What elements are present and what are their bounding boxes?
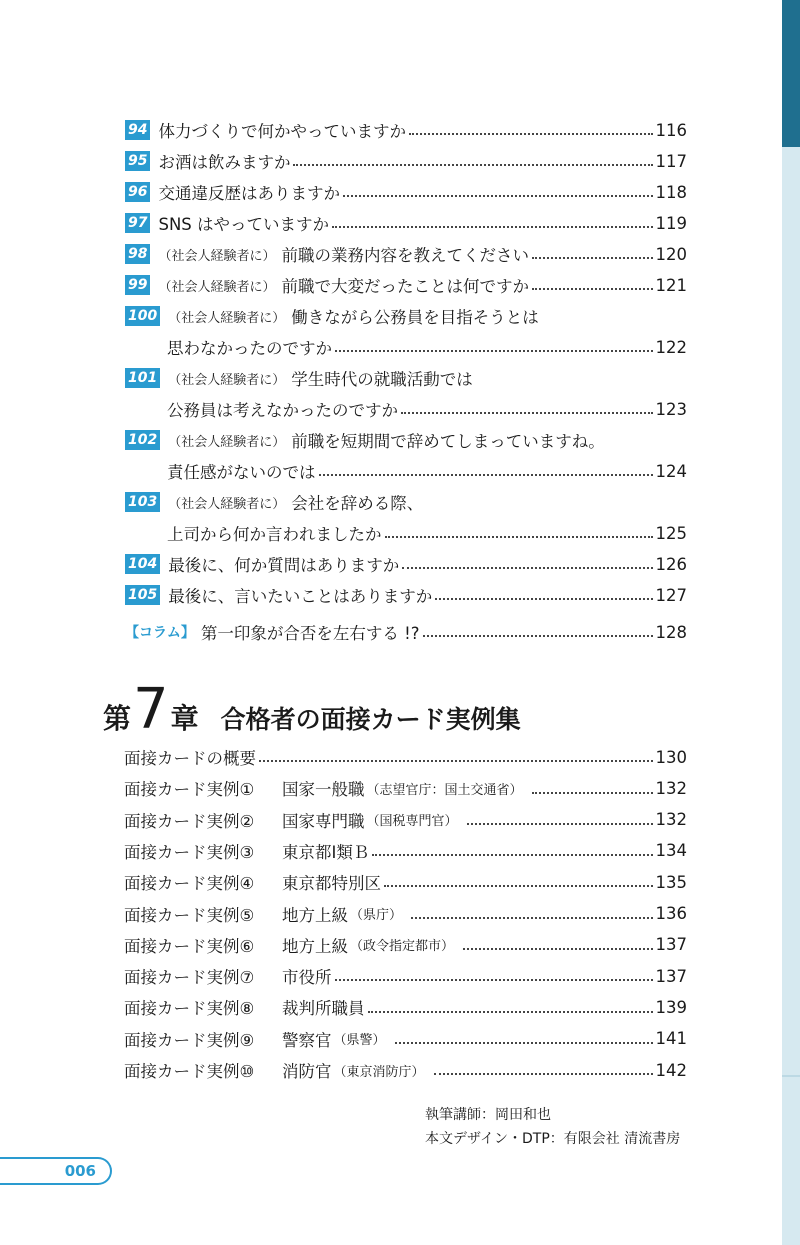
example-subtitle: （県警）: [333, 1033, 386, 1049]
example-label: 面接カード実例③: [124, 842, 255, 862]
question-title: 働きながら公務員を目指そうとは: [291, 308, 539, 327]
toc-entry[interactable]: [125, 208, 687, 238]
example-label: 面接カード実例⑦: [124, 968, 255, 988]
page-ref: 116: [655, 120, 687, 140]
column-tag: 【コラム】: [125, 625, 195, 641]
example-entry[interactable]: [124, 961, 687, 991]
question-title: 体力づくりで何かやっていますか: [158, 122, 406, 141]
leader-dots: [385, 520, 653, 539]
leader-dots: [319, 458, 653, 477]
column-title: 第一印象が合否を左右する !?: [200, 624, 420, 643]
leader-dots: [532, 241, 653, 260]
chapter-prefix: 第: [103, 702, 132, 735]
page-number: [0, 1157, 112, 1185]
toc-entry-continuation[interactable]: [167, 456, 687, 486]
example-title: 東京都特別区: [282, 874, 381, 894]
question-title: 前職の業務内容を教えてください: [281, 246, 529, 265]
question-title-cont: 公務員は考えなかったのですか: [167, 401, 398, 420]
page-ref: 122: [655, 337, 687, 357]
example-title: 市役所: [282, 968, 332, 988]
example-label: 面接カード実例⑨: [124, 1030, 255, 1050]
example-label: 面接カード実例②: [124, 811, 255, 831]
question-title-cont: 責任感がないのでは: [167, 463, 316, 482]
example-entry[interactable]: [124, 992, 687, 1022]
example-entry[interactable]: [124, 805, 687, 835]
page-ref: 124: [655, 461, 687, 481]
leader-dots: [401, 396, 653, 415]
question-number-badge: 97: [125, 213, 150, 233]
page-ref: 125: [655, 523, 687, 543]
example-label: 面接カード実例④: [124, 874, 255, 894]
author-credit: 執筆講師：岡田和也: [425, 1107, 551, 1123]
example-title: 地方上級: [282, 936, 348, 956]
example-entry[interactable]: [124, 930, 687, 960]
toc-entry[interactable]: [125, 115, 687, 145]
leader-dots: [368, 994, 653, 1013]
question-number-badge: 98: [125, 244, 150, 264]
example-label: 面接カード実例⑤: [124, 905, 255, 925]
example-subtitle: （県庁）: [350, 908, 403, 923]
example-entry[interactable]: [124, 773, 687, 803]
leader-dots: [293, 148, 652, 167]
chapter-title: 合格者の面接カード実例集: [220, 705, 521, 734]
toc-entry[interactable]: [125, 177, 687, 207]
question-title: 最後に、言いたいことはありますか: [168, 587, 433, 606]
toc-entry[interactable]: [125, 301, 687, 331]
question-number-badge: 99: [125, 275, 150, 295]
audience-note: （社会人経験者に）: [168, 434, 286, 450]
toc-entry[interactable]: [125, 549, 687, 579]
toc-entry[interactable]: [125, 239, 687, 269]
page-ref: 137: [655, 966, 687, 986]
question-number-badge: 100: [125, 306, 160, 326]
leader-dots: [435, 582, 652, 601]
page-ref: 141: [655, 1029, 687, 1049]
question-title: 前職を短期間で辞めてしまっていますね。: [291, 432, 605, 451]
page-ref: 120: [655, 244, 687, 264]
leader-dots: [409, 117, 653, 136]
toc-entry[interactable]: [125, 580, 687, 610]
example-title: 国家専門職: [282, 811, 365, 831]
page-ref: 121: [655, 275, 687, 295]
page-ref: 137: [655, 935, 687, 955]
toc-entry[interactable]: [125, 146, 687, 176]
leader-dots: [532, 775, 653, 794]
leader-dots: [343, 179, 653, 198]
question-number-badge: 103: [125, 492, 160, 512]
example-entry[interactable]: [124, 899, 687, 929]
page-ref: 139: [655, 997, 687, 1017]
question-title: 学生時代の就職活動では: [291, 370, 473, 389]
audience-note: （社会人経験者に）: [168, 310, 286, 326]
question-title-cont: 思わなかったのですか: [167, 339, 332, 358]
question-title: 最後に、何か質問はありますか: [168, 556, 400, 575]
toc-entry[interactable]: [125, 363, 687, 393]
example-title: 警察官: [282, 1030, 332, 1050]
question-number-badge: 94: [125, 120, 150, 140]
example-title: 地方上級: [282, 905, 348, 925]
toc-entry-continuation[interactable]: [167, 518, 687, 548]
chapter-suffix: 章: [170, 702, 199, 735]
page-ref: 128: [655, 622, 687, 642]
leader-dots: [335, 334, 653, 353]
example-subtitle: （国税専門官）: [366, 814, 458, 830]
page-ref: 136: [655, 904, 687, 923]
page-ref: 132: [655, 778, 687, 798]
question-number-badge: 101: [125, 368, 160, 388]
leader-dots: [532, 272, 653, 291]
page-ref: 123: [655, 399, 687, 419]
leader-dots: [402, 551, 652, 570]
page-ref: 126: [655, 554, 687, 574]
example-entry[interactable]: [124, 867, 687, 897]
design-credit: 本文デザイン・DTP：有限会社 清流書房: [425, 1131, 681, 1147]
page-ref: 130: [655, 747, 687, 767]
leader-dots: [372, 838, 652, 857]
example-title: 国家一般職: [282, 780, 365, 800]
example-title: 裁判所職員: [282, 999, 365, 1019]
question-number-badge: 96: [125, 182, 150, 202]
example-entry[interactable]: [124, 742, 687, 772]
leader-dots: [463, 932, 652, 951]
question-title: 交通違反歴はありますか: [158, 184, 340, 203]
column-entry[interactable]: [125, 617, 687, 647]
example-subtitle: （政令指定都市）: [350, 939, 455, 955]
leader-dots: [434, 1057, 653, 1076]
example-title: 東京都Ⅰ類Ｂ: [282, 842, 370, 862]
leader-dots: [384, 869, 653, 888]
toc-entry-continuation[interactable]: [167, 332, 687, 362]
example-label: 面接カードの概要: [124, 749, 256, 768]
leader-dots: [335, 963, 653, 982]
leader-dots: [411, 900, 652, 919]
page-ref: 119: [655, 213, 687, 233]
audience-note: （社会人経験者に）: [158, 279, 276, 295]
page-ref: 117: [655, 151, 687, 171]
question-number-badge: 95: [125, 151, 150, 171]
question-number-badge: 102: [125, 430, 160, 450]
chapter-heading: [103, 677, 521, 746]
example-entry[interactable]: [124, 1055, 687, 1085]
leader-dots: [423, 619, 653, 638]
question-title: お酒は飲みますか: [158, 153, 291, 172]
leader-dots: [259, 744, 653, 763]
toc-entry[interactable]: [125, 270, 687, 300]
page-ref: 118: [655, 182, 687, 202]
example-label: 面接カード実例⑩: [124, 1062, 255, 1081]
question-number-badge: 105: [125, 585, 160, 605]
question-title: 前職で大変だったことは何ですか: [281, 277, 529, 296]
leader-dots: [332, 210, 652, 229]
question-title: 会社を辞める際、: [291, 494, 424, 513]
example-label: 面接カード実例⑧: [124, 999, 255, 1019]
toc-entry[interactable]: [125, 425, 687, 455]
page-number-text: 006: [64, 1162, 96, 1180]
page-ref: 134: [655, 841, 687, 861]
example-entry[interactable]: [124, 1024, 687, 1054]
question-title: SNS はやっていますか: [158, 215, 330, 234]
toc-entry[interactable]: [125, 487, 687, 517]
edge-strip-lower: [782, 1075, 800, 1245]
audience-note: （社会人経験者に）: [158, 248, 276, 264]
example-entry[interactable]: [124, 836, 687, 866]
example-subtitle: （志望官庁：国土交通省）: [366, 782, 523, 798]
page-ref: 127: [655, 585, 687, 605]
example-label: 面接カード実例①: [124, 780, 255, 800]
page-ref: 132: [655, 810, 687, 830]
question-title-cont: 上司から何か言われましたか: [167, 525, 382, 544]
example-title: 消防官: [282, 1062, 332, 1081]
page-ref: 135: [655, 872, 687, 892]
example-subtitle: （東京消防庁）: [333, 1064, 425, 1080]
leader-dots: [467, 806, 653, 825]
chapter-number: 7: [133, 677, 169, 742]
leader-dots: [395, 1025, 653, 1044]
example-label: 面接カード実例⑥: [124, 936, 255, 956]
page-ref: 142: [655, 1060, 687, 1080]
audience-note: （社会人経験者に）: [168, 496, 286, 512]
question-number-badge: 104: [125, 554, 160, 574]
toc-entry-continuation[interactable]: [167, 394, 687, 424]
edge-tab-dark: [782, 0, 800, 147]
audience-note: （社会人経験者に）: [168, 372, 286, 388]
